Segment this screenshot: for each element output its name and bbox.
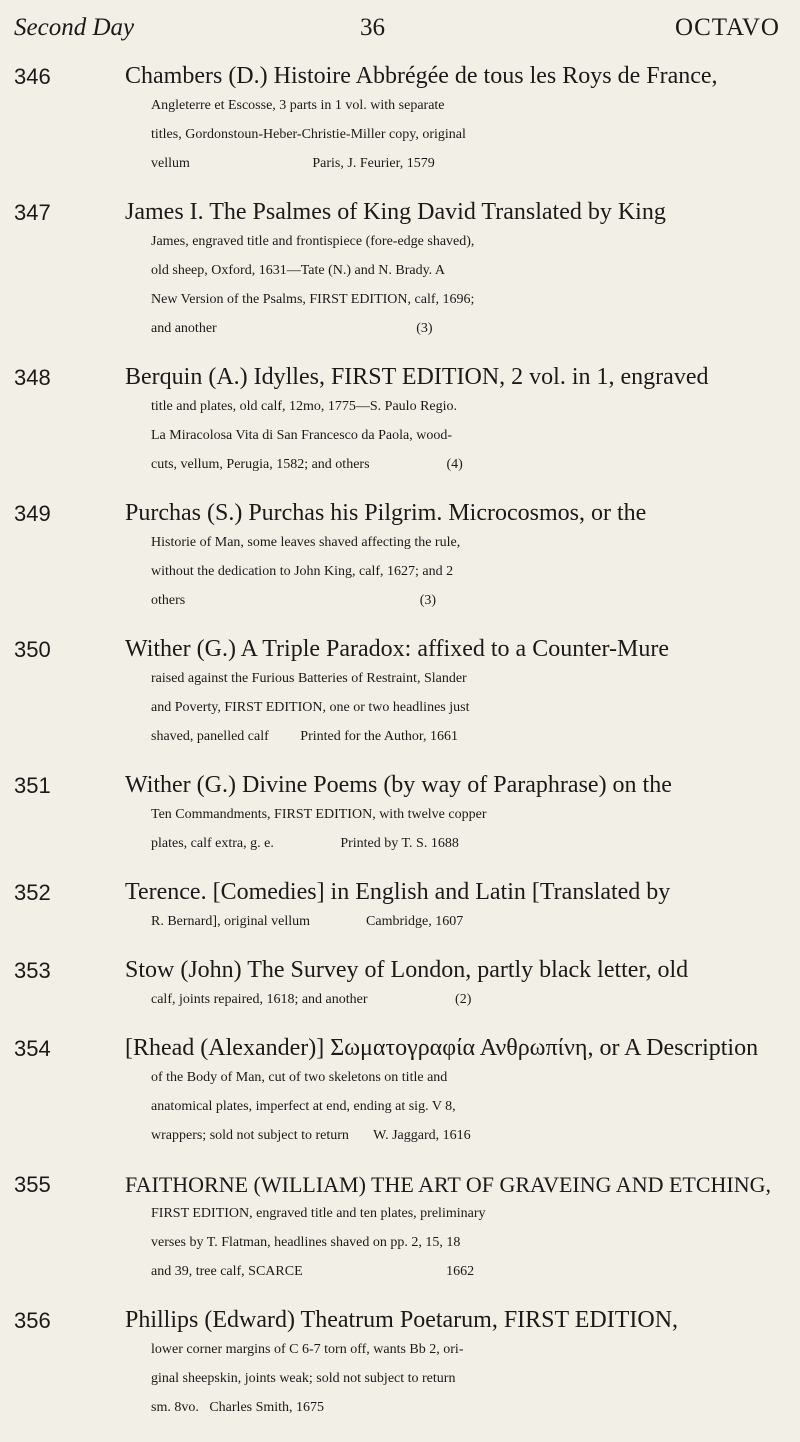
lot-description-line: Historie of Man, some leaves shaved affecting the rule, [151,535,461,550]
lot-number: 346 [14,64,51,89]
lot-number: 354 [14,1036,51,1061]
lot-description-line: shaved, panelled calf Printed for the Author, 1661 [151,729,458,744]
lot-description-line: La Miracolosa Vita di San Francesco da Paola, wood- [151,428,452,443]
lot-description-line: Chambers (D.) Histoire Abbrégée de tous les Roys de France, [125,63,718,89]
lot-entry [0,1306,800,1422]
header-format: OCTAVO [675,14,780,41]
lot-number: 348 [14,365,51,390]
lot-description-line: raised against the Furious Batteries of Restraint, Slander [151,671,467,686]
lot-description-line: plates, calf extra, g. e. Printed by T. S. 1688 [151,836,459,851]
lot-description-line: cuts, vellum, Perugia, 1582; and others (4) [151,457,463,472]
lot-list [0,62,800,1442]
lot-entry [0,1170,800,1286]
lot-description-line: and another (3) [151,321,433,336]
lot-description-line: others (3) [151,593,437,608]
lot-number: 351 [14,773,51,798]
lot-description-line: Angleterre et Escosse, 3 parts in 1 vol. with separate [151,98,445,113]
lot-description-line: Phillips (Edward) Theatrum Poetarum, FIRST EDITION, [125,1307,679,1333]
lot-description-line: lower corner margins of C 6-7 torn off, wants Bb 2, ori- [151,1342,464,1357]
lot-entry [0,635,800,751]
lot-description-line: vellum Paris, J. Feurier, 1579 [151,156,435,171]
lot-description-line: Stow (John) The Survey of London, partly black letter, old [125,957,689,983]
lot-entry [0,956,800,1014]
lot-description-line: FIRST EDITION, engraved title and ten plates, preliminary [151,1206,486,1221]
page-header [0,14,800,54]
lot-description-line: Wither (G.) A Triple Paradox: affixed to a Counter-Mure [125,636,670,662]
lot-description-line: titles, Gordonstoun-Heber-Christie-Miller copy, original [151,127,466,142]
lot-description-line: Berquin (A.) Idylles, FIRST EDITION, 2 vol. in 1, engraved [125,364,709,390]
lot-description-line: Purchas (S.) Purchas his Pilgrim. Microcosmos, or the [125,500,647,526]
lot-description-line: James I. The Psalmes of King David Translated by King [125,199,666,225]
lot-description-line: and 39, tree calf, SCARCE 1662 [151,1264,475,1279]
lot-entry [0,363,800,479]
lot-description-line: Wither (G.) Divine Poems (by way of Paraphrase) on the [125,772,672,798]
lot-description-line: old sheep, Oxford, 1631—Tate (N.) and N. Brady. A [151,263,445,278]
lot-description-line: R. Bernard], original vellum Cambridge, 1607 [151,914,464,929]
lot-description-line: without the dedication to John King, calf, 1627; and 2 [151,564,454,579]
lot-description-line: ginal sheepskin, joints weak; sold not subject to return [151,1371,456,1386]
lot-description-line: and Poverty, FIRST EDITION, one or two headlines just [151,700,470,715]
lot-number: 356 [14,1308,51,1333]
lot-description-line: title and plates, old calf, 12mo, 1775—S. Paulo Regio. [151,399,458,414]
lot-description-line: sm. 8vo. Charles Smith, 1675 [151,1400,325,1415]
lot-description-line: wrappers; sold not subject to return W. Jaggard, 1616 [151,1128,471,1143]
lot-description-line: anatomical plates, imperfect at end, ending at sig. V 8, [151,1099,456,1114]
lot-number: 353 [14,958,51,983]
lot-number: 347 [14,200,51,225]
lot-description-line: James, engraved title and frontispiece (fore-edge shaved), [151,234,475,249]
lot-number: 350 [14,637,51,662]
lot-description-line: verses by T. Flatman, headlines shaved on pp. 2, 15, 18 [151,1235,461,1250]
lot-entry [0,1034,800,1150]
lot-description-line: calf, joints repaired, 1618; and another (2) [151,992,472,1007]
lot-description-line: [Rhead (Alexander)] Σωματογραφία Ανθρωπίνη, or A Description [125,1035,759,1061]
lot-number: 349 [14,501,51,526]
lot-entry [0,198,800,343]
lot-entry [0,771,800,858]
lot-entry [0,499,800,615]
lot-description-line: Ten Commandments, FIRST EDITION, with twelve copper [151,807,487,822]
header-day: Second Day [14,14,135,41]
lot-description-line: of the Body of Man, cut of two skeletons on title and [151,1070,448,1085]
lot-description-line: FAITHORNE (WILLIAM) THE ART OF GRAVEING AND ETCHING, [125,1172,772,1197]
page-number: 36 [360,14,385,41]
lot-number: 355 [14,1172,51,1197]
lot-description-line: Terence. [Comedies] in English and Latin [Translated by [125,879,671,905]
lot-number: 352 [14,880,51,905]
lot-description-line: New Version of the Psalms, FIRST EDITION, calf, 1696; [151,292,475,307]
lot-entry [0,878,800,936]
lot-entry [0,62,800,178]
